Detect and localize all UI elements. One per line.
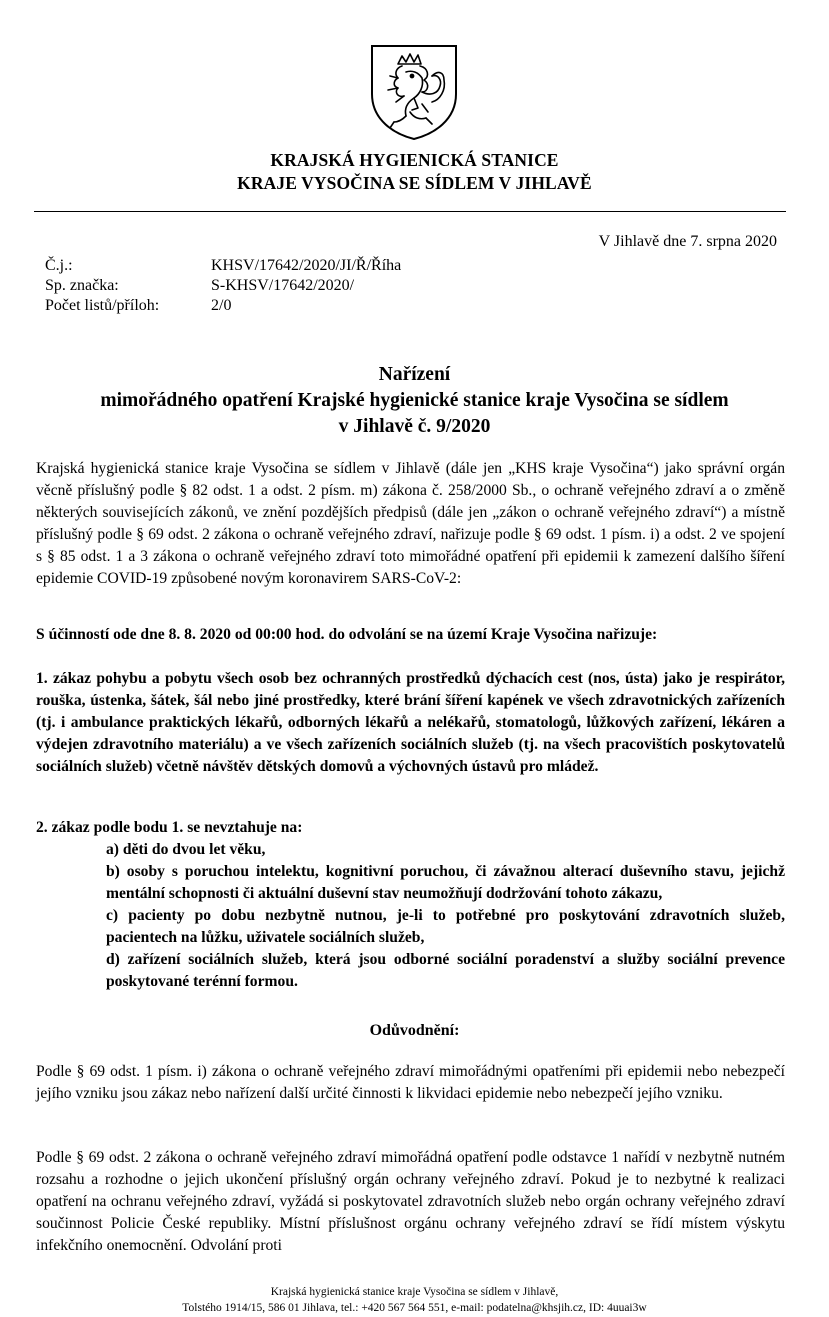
org-name-line1: KRAJSKÁ HYGIENICKÁ STANICE [270,150,559,170]
exception-list [106,839,785,993]
point-1: 1. zákaz pohybu a pobytu všech osob bez ochranných prostředků dýchacích cest (nos, ústa) jako je respirátor, rouška, ústenka, šátek, šál nebo jiné prostředky, které brání šíření kapének ve všech zdravotnických zařízeních (tj. i ambulance praktických lékařů, odborných lékařů a nelékařů, stomatologů, lůžkových zařízení, lékáren a výdejen zdravotního materiálu) a ve všech zařízeních sociálních služeb (tj. na všech pracovištích poskytovatelů sociálních služeb) včetně návštěv dětských domovů a výchovných ústavů pro mládež. [36,670,785,775]
reasoning-paragraph-2: Podle § 69 odst. 2 zákona o ochraně veřejného zdraví mimořádná opatření podle odstavce 1 nařídí v nezbytně nutném rozsahu a rozhodne o jejich ukončení příslušný orgán ochrany veřejného zdraví. Pokud je to nezbytné k realizaci opatření na ochranu veřejného zdraví, vyžádá si poskytovatel zdravotních služeb nebo orgán ochrany veřejného zdraví součinnost Policie České republiky. Místní příslušnost orgánu ochrany veřejného zdraví se řídí místem výskytu infekčního onemocnění. Odvolání proti [36,1149,785,1254]
sheet-count-row [45,296,401,316]
org-name-line2: KRAJE VYSOČINA SE SÍDLEM V JIHLAVĚ [237,173,592,193]
reasoning-heading: Odůvodnění: [369,1022,460,1039]
reference-value: KHSV/17642/2020/JI/Ř/Říha [211,257,402,274]
file-mark-row [45,276,401,296]
exception-item-c: c) pacienty po dobu nezbytně nutnou, je-li to potřebné pro poskytování zdravotních služeb, pacientech na lůžku, uživatele sociálních služeb, [106,907,785,946]
reasoning-paragraph-1: Podle § 69 odst. 1 písm. i) zákona o ochraně veřejného zdraví mimořádnými opatřeními při epidemii nebo nebezpečí jejího vzniku jsou zákaz nebo nařízení další určité činnosti k likvidaci epidemie nebo nebezpečí jejího vzniku. [36,1063,785,1102]
exception-item-a: a) děti do dvou let věku, [106,841,266,858]
point-2-heading: 2. zákaz podle bodu 1. se nevztahuje na: [36,819,303,836]
effective-clause: S účinností ode dne 8. 8. 2020 od 00:00 hod. do odvolání se na území Kraje Vysočina nařizuje: [36,626,658,643]
footer-line1: Krajská hygienická stanice kraje Vysočina se sídlem v Jihlavě, [270,1286,559,1298]
reference-label: Č.j.: [45,257,73,274]
reference-block [45,256,401,316]
intro-paragraph: Krajská hygienická stanice kraje Vysočina se sídlem v Jihlavě (dále jen „KHS kraje Vysočina“) jako správní orgán věcně příslušný podle § 82 odst. 1 a odst. 2 písm. m) zákona č. 258/2000 Sb., o ochraně veřejného zdraví a o změně některých souvisejících zákonů, ve znění pozdějších předpisů (dále jen „zákon o ochraně veřejného zdraví“) a místně příslušný podle § 69 odst. 2 zákona o ochraně veřejného zdraví, nařizuje podle § 69 odst. 1 písm. i) a odst. 2 ve spojení s § 85 odst. 1 a 3 zákona o ochraně veřejného zdraví toto mimořádné opatření při epidemii k zamezení dalšího šíření epidemie COVID-19 způsobené novým koronavirem SARS-CoV-2: [36,460,785,587]
reference-row [45,256,401,276]
document-title: Nařízení [378,364,451,385]
document-subtitle-line1: mimořádného opatření Krajské hygienické stanice kraje Vysočina se sídlem [100,390,729,411]
coat-of-arms-icon [368,42,460,142]
header-divider [34,211,786,212]
footer-line2: Tolstého 1914/15, 586 01 Jihlava, tel.: +420 567 564 551, e-mail: podatelna@khsjih.cz, ID: 4uuai3w [182,1302,647,1314]
exception-item-b: b) osoby s poruchou intelektu, kognitivní poruchou, či závažnou alterací duševního stavu, jejichž mentální schopnosti či aktuální duševní stav neumožňují dodržování tohoto zákazu, [106,863,785,902]
document-subtitle-line2: v Jihlavě č. 9/2020 [338,416,491,437]
exception-item-d: d) zařízení sociálních služeb, která jsou odborné sociální poradenství a služby sociální prevence poskytované terénní formou. [106,951,785,990]
file-mark-label: Sp. značka: [45,277,119,294]
sheet-count-value: 2/0 [211,297,232,314]
sheet-count-label: Počet listů/příloh: [45,297,160,314]
file-mark-value: S-KHSV/17642/2020/ [211,277,355,294]
document-date: V Jihlavě dne 7. srpna 2020 [598,233,777,250]
